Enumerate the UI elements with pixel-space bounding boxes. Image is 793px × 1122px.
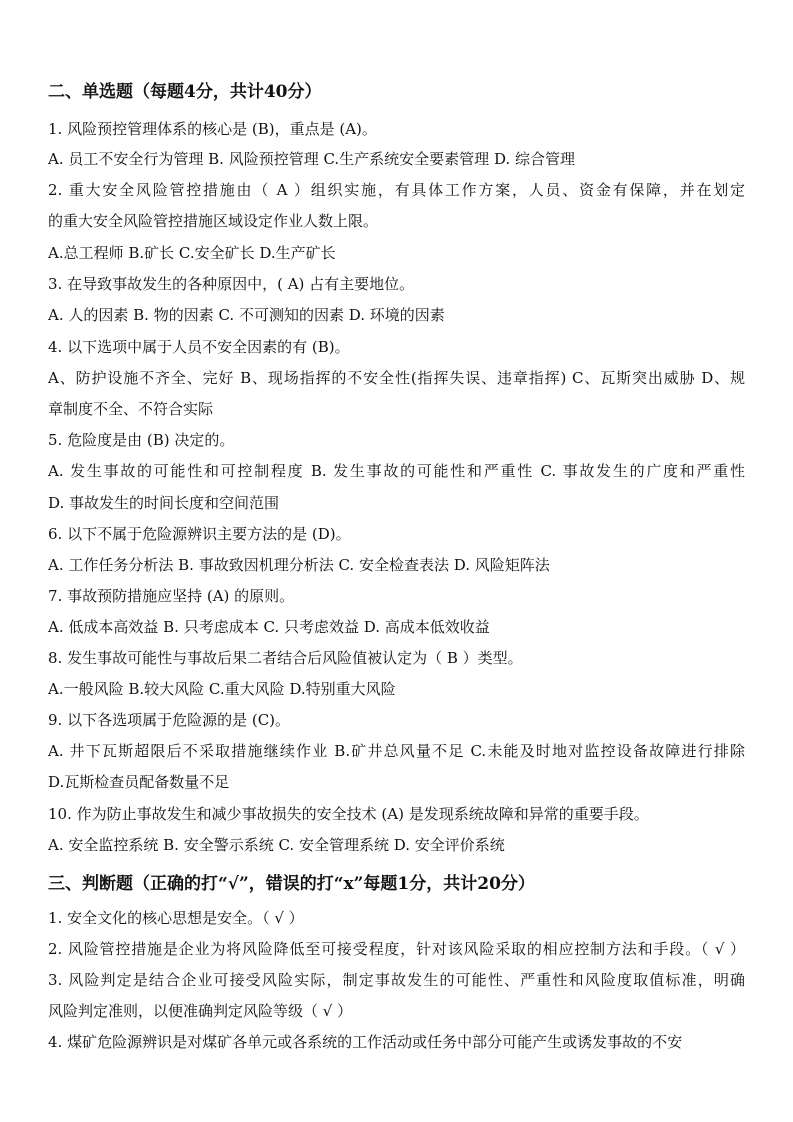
q8-question: 8. 发生事故可能性与事故后果二者结合后风险值被认定为（ B ）类型。: [48, 649, 523, 667]
q5-options-cont: D. 事故发生的时间长度和空间范围: [48, 494, 280, 512]
q6-options: A. 工作任务分析法 B. 事故致因机理分析法 C. 安全检查表法 D. 风险矩阵法: [48, 556, 550, 574]
q3-question: 3. 在导致事故发生的各种原因中，( A) 占有主要地位。: [48, 275, 415, 293]
q4-options: A、防护设施不齐全、完好 B、现场指挥的不安全性(指挥失误、违章指挥) C、瓦斯突出威胁 D、规: [48, 369, 745, 387]
q10-question: 10. 作为防止事故发生和减少事故损失的安全技术 (A) 是发现系统故障和异常的重要手段。: [48, 805, 649, 823]
q2-options: A.总工程师 B.矿长 C.安全矿长 D.生产矿长: [48, 244, 336, 262]
q7-options: A. 低成本高效益 B. 只考虑成本 C. 只考虑效益 D. 高成本低效收益: [48, 618, 490, 636]
q1-question: 1. 风险预控管理体系的核心是 (B)，重点是 (A)。: [48, 120, 377, 138]
q7-question: 7. 事故预防措施应坚持 (A) 的原则。: [48, 587, 295, 605]
q6-question: 6. 以下不属于危险源辨识主要方法的是 (D)。: [48, 525, 351, 543]
q2-question-cont: 的重大安全风险管控措施区域设定作业人数上限。: [48, 212, 379, 230]
tf3: 3. 风险判定是结合企业可接受风险实际，制定事故发生的可能性、严重性和风险度取值标准，明确: [48, 971, 745, 989]
tf3-cont: 风险判定准则，以便准确判定风险等级（ √ ）: [48, 1002, 353, 1020]
q9-options-cont: D.瓦斯检查员配备数量不足: [48, 773, 230, 791]
tf2: 2. 风险管控措施是企业为将风险降低至可接受程度，针对该风险采取的相应控制方法和手段。（ √ ）: [48, 940, 745, 958]
q3-options: A. 人的因素 B. 物的因素 C. 不可测知的因素 D. 环境的因素: [48, 306, 445, 324]
q4-question: 4. 以下选项中属于人员不安全因素的有 (B)。: [48, 338, 350, 356]
q8-options: A.一般风险 B.较大风险 C.重大风险 D.特别重大风险: [48, 680, 396, 698]
q2-question: 2. 重大安全风险管控措施由（ A ）组织实施，有具体工作方案，人员、资金有保障，并在划定: [48, 181, 745, 199]
q1-options: A. 员工不安全行为管理 B. 风险预控管理 C.生产系统安全要素管理 D. 综合管理: [48, 150, 575, 168]
q9-question: 9. 以下各选项属于危险源的是 (C)。: [48, 711, 291, 729]
q9-options: A. 井下瓦斯超限后不采取措施继续作业 B.矿井总风量不足 C.未能及时地对监控设备故障进行排除: [48, 742, 745, 760]
q10-options: A. 安全监控系统 B. 安全警示系统 C. 安全管理系统 D. 安全评价系统: [48, 836, 505, 854]
section-heading-true-false: 三、判断题（正确的打“√”，错误的打“x”每题1分，共计20分）: [48, 874, 535, 894]
q5-options: A. 发生事故的可能性和可控制程度 B. 发生事故的可能性和严重性 C. 事故发生的广度和严重性: [48, 462, 745, 480]
q4-options-cont: 章制度不全、不符合实际: [48, 400, 214, 418]
section-heading-single-choice: 二、单选题（每题4分，共计40分）: [48, 82, 322, 102]
tf1: 1. 安全文化的核心思想是安全。（ √ ）: [48, 909, 304, 927]
tf4: 4. 煤矿危险源辨识是对煤矿各单元或各系统的工作活动或任务中部分可能产生或诱发事故的不安: [48, 1033, 683, 1051]
q5-question: 5. 危险度是由 (B) 决定的。: [48, 431, 235, 449]
